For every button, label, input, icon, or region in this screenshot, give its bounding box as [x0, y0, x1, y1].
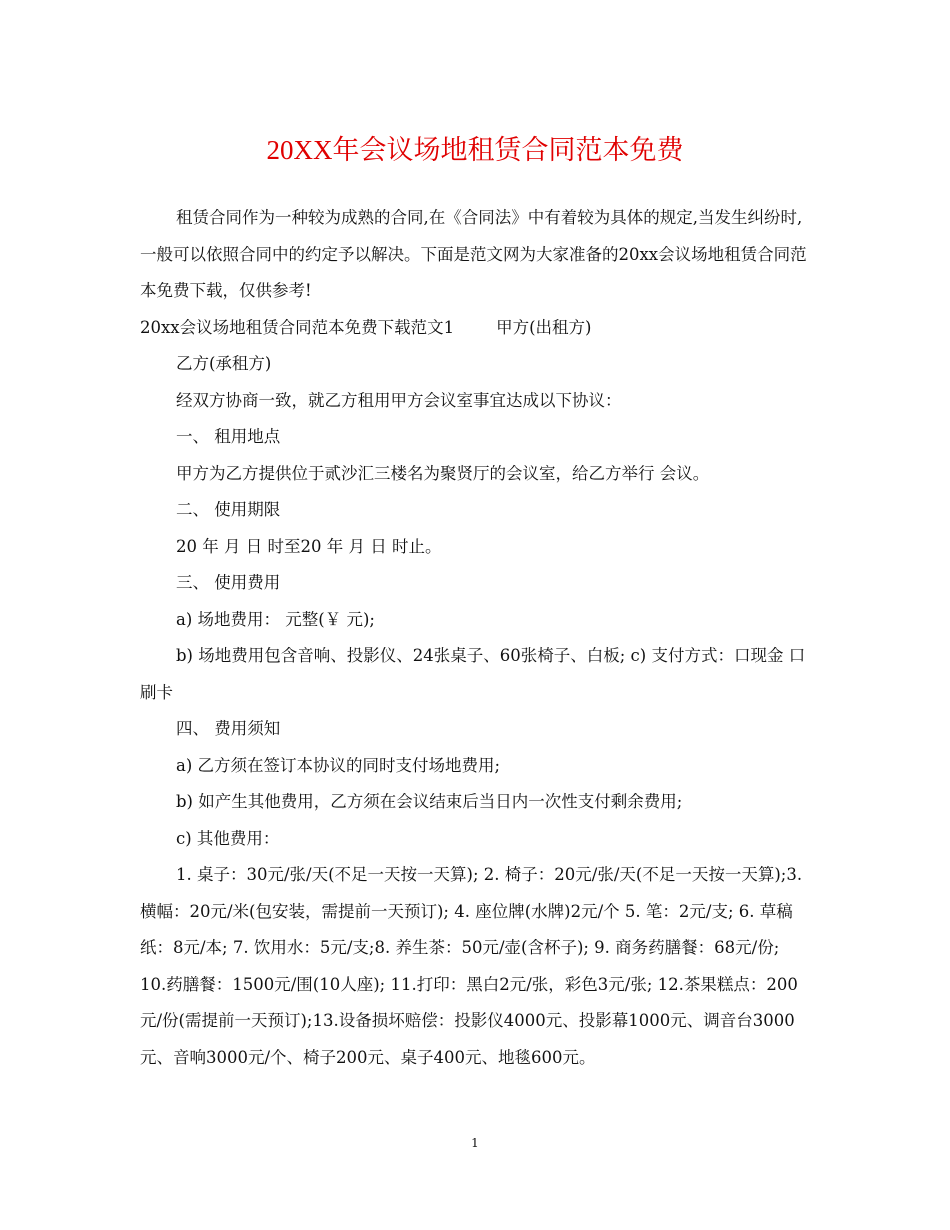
section-1-title: 一、 租用地点 [176, 427, 281, 446]
document-body [140, 200, 810, 1076]
section-4-item-c: c) 其他费用： [176, 828, 280, 848]
section-2-title: 二、 使用期限 [176, 500, 281, 519]
document-title: 20XX年会议场地租赁合同范本免费 [266, 135, 684, 165]
section-3-title: 三、 使用费用 [176, 573, 281, 592]
party-a: 甲方(出租方) [496, 317, 592, 337]
party-b: 乙方(承租方) [176, 354, 272, 373]
sample-heading-line [140, 310, 810, 347]
section-1-text: 甲方为乙方提供位于贰沙汇三楼名为聚贤厅的会议室，给乙方举行 会议。 [176, 463, 710, 483]
section-3-item-b: b) 场地费用包含音响、投影仪、24张桌子、60张椅子、白板; c) 支付方式：口现金 口刷卡 [140, 646, 806, 702]
sample-heading: 20xx会议场地租赁合同范本免费下载范文1 [140, 317, 455, 337]
intro-paragraph: 租赁合同作为一种较为成熟的合同,在《合同法》中有着较为具体的规定,当发生纠纷时,一般可以依照合同中的约定予以解决。下面是范文网为大家准备的20xx会议场地租赁合同范本免费下载，仅供参考! [140, 208, 807, 300]
fees-list: 1. 桌子：30元/张/天(不足一天按一天算); 2. 椅子：20元/张/天(不足一天按一天算);3. 横幅：20元/米(包安装，需提前一天预订); 4. 座位牌(水牌)2元/个 5. 笔：2元/支; 6. 草稿纸：8元/本; 7. 饮用水：5元/支;8. 养生茶：50元/壶(含杯子); 9. 商务药膳餐：68元/份; 10.药膳餐：1500元/围(10人座); 11.打印：黑白2元/张，彩色3元/张; 12.茶果糕点：200元/份(需提前一天预订);13.设备损坏赔偿：投影仪4000元、投影幕1000元、调音台3000元、音响3000元/个、椅子200元、桌子400元、地毯600元。 [140, 865, 803, 1067]
page-number: 1 [471, 1136, 479, 1150]
section-3-item-a: a) 场地费用： 元整(￥ 元); [176, 609, 375, 629]
agreement-line: 经双方协商一致，就乙方租用甲方会议室事宜达成以下协议： [176, 390, 622, 410]
section-4-title: 四、 费用须知 [176, 719, 281, 738]
section-2-text: 20 年 月 日 时至20 年 月 日 时止。 [176, 536, 442, 556]
section-4-item-a: a) 乙方须在签订本协议的同时支付场地费用; [176, 755, 501, 775]
section-4-item-b: b) 如产生其他费用，乙方须在会议结束后当日内一次性支付剩余费用; [176, 792, 683, 811]
